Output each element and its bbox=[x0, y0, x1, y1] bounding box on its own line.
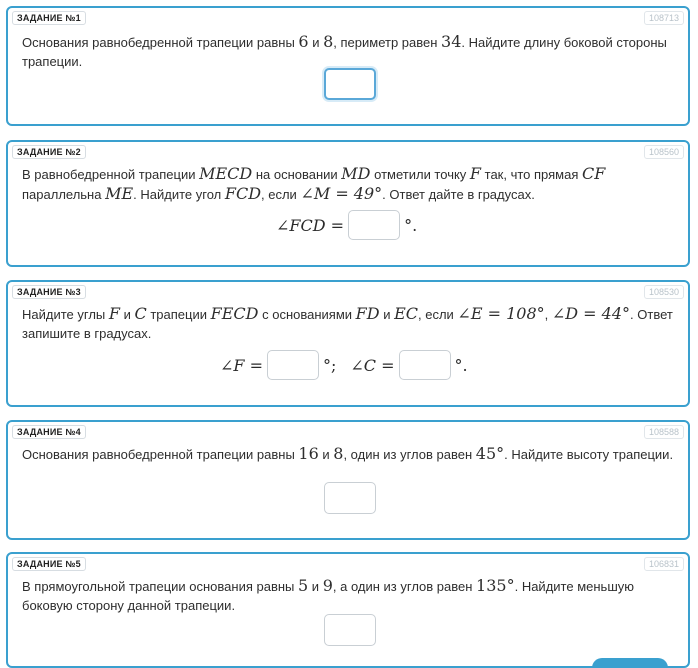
answer-input-c[interactable] bbox=[399, 350, 451, 380]
task-id-badge: 108530 bbox=[644, 285, 684, 299]
task-card-4 bbox=[6, 420, 690, 540]
task-id-badge: 108588 bbox=[644, 425, 684, 439]
angle-f-label: ∠F = bbox=[220, 355, 263, 375]
task-text: В равнобедренной трапеции MECD на основании MD отметили точку F так, что прямая CF параллельна ME. Найдите угол FCD, если ∠M = 49°. Ответ дайте в градусах. bbox=[22, 164, 606, 203]
task-text: Найдите углы F и C трапеции FECD с основаниями FD и EC, если ∠E = 108°, ∠D = 44°. Ответ запишите в градусах. bbox=[22, 304, 673, 341]
angle-c-label: ∠C = bbox=[350, 355, 395, 375]
answer-row bbox=[220, 350, 468, 380]
answer-input-f[interactable] bbox=[267, 350, 319, 380]
answer-input[interactable] bbox=[324, 614, 376, 646]
task-number-label: ЗАДАНИЕ №4 bbox=[12, 425, 86, 439]
task-text: В прямоугольной трапеции основания равны 5 и 9, а один из углов равен 135°. Найдите меньшую боковую сторону данной трапеции. bbox=[22, 576, 634, 613]
degree-separator: °; bbox=[323, 355, 337, 375]
task-card-5 bbox=[6, 552, 690, 668]
task-text: Основания равнобедренной трапеции равны 16 и 8, один из углов равен 45°. Найдите высоту трапеции. bbox=[22, 444, 674, 463]
task-text: Основания равнобедренной трапеции равны 6 и 8, периметр равен 34. Найдите длину боковой стороны трапеции. bbox=[22, 32, 667, 69]
answer-input[interactable] bbox=[324, 482, 376, 514]
task-id-badge: 106831 bbox=[644, 557, 684, 571]
task-number-label: ЗАДАНИЕ №2 bbox=[12, 145, 86, 159]
answer-input[interactable] bbox=[348, 210, 400, 240]
task-card-1 bbox=[6, 6, 690, 126]
task-number-label: ЗАДАНИЕ №1 bbox=[12, 11, 86, 25]
task-id-badge: 108560 bbox=[644, 145, 684, 159]
answer-input[interactable] bbox=[324, 68, 376, 100]
task-id-badge: 108713 bbox=[644, 11, 684, 25]
degree-suffix: °. bbox=[454, 355, 468, 375]
task-card-3 bbox=[6, 280, 690, 407]
angle-fcd-label: ∠FCD = bbox=[276, 215, 345, 235]
task-card-2 bbox=[6, 140, 690, 267]
answer-row bbox=[276, 210, 417, 240]
task-number-label: ЗАДАНИЕ №5 bbox=[12, 557, 86, 571]
submit-button[interactable] bbox=[592, 658, 668, 668]
task-number-label: ЗАДАНИЕ №3 bbox=[12, 285, 86, 299]
degree-suffix: °. bbox=[404, 215, 418, 235]
